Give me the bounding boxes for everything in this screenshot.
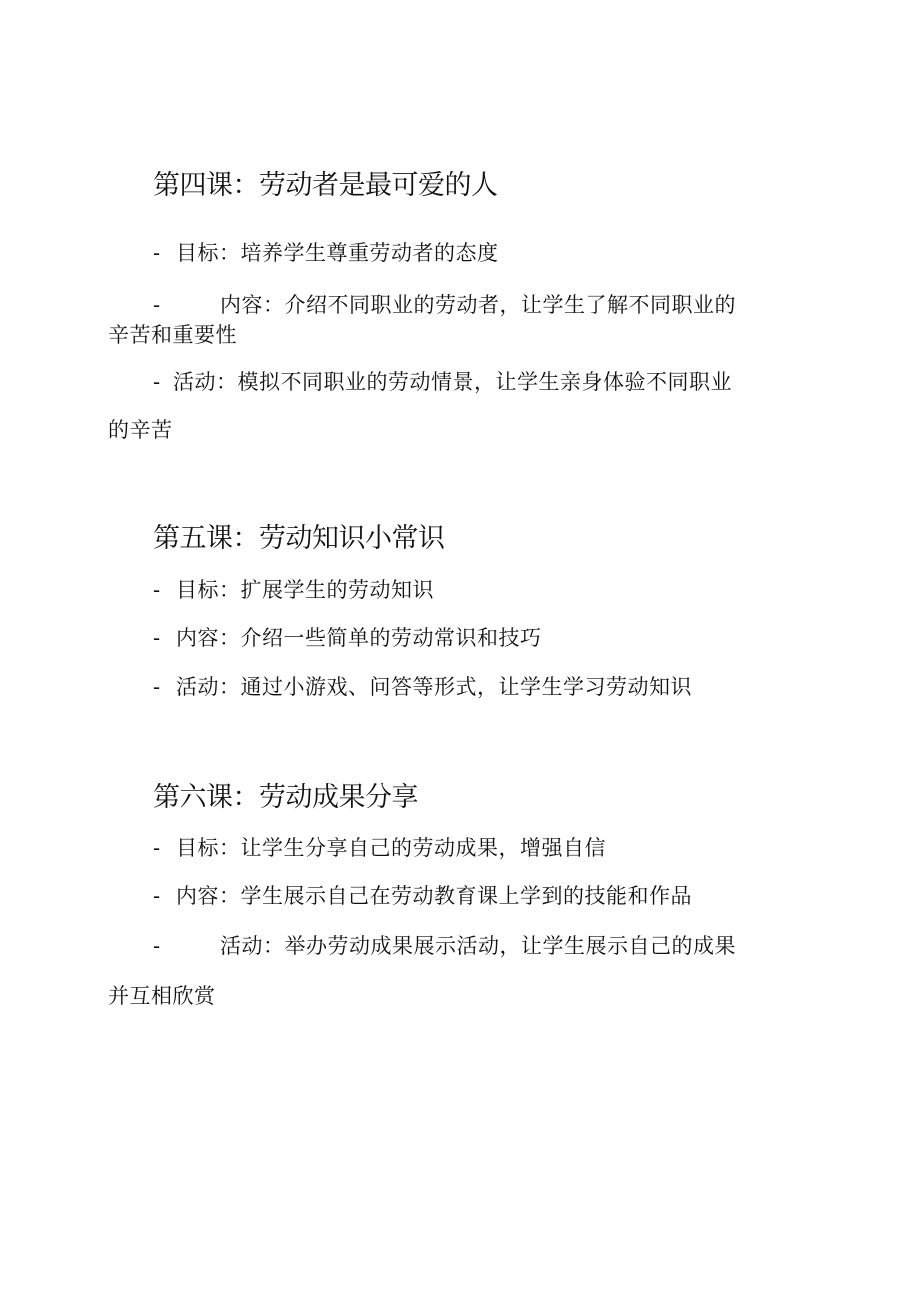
lesson-4-content <box>153 295 736 316</box>
bullet-dash: - <box>153 836 161 860</box>
lesson-4-content-text: 内容：介绍不同职业的劳动者，让学生了解不同职业的 <box>220 293 736 317</box>
lesson-4-activity-continued: 的辛苦 <box>108 418 173 442</box>
lesson-5-activity-text: 活动：通过小游戏、问答等形式，让学生学习劳动知识 <box>176 675 692 699</box>
lesson-5-content-text: 内容：介绍一些简单的劳动常识和技巧 <box>176 626 542 650</box>
lesson-4-goal <box>153 243 499 264</box>
lesson-6-title: 第六课：劳动成果分享 <box>153 782 418 813</box>
lesson-6-activity-continued: 并互相欣赏 <box>108 984 216 1008</box>
bullet-dash: - <box>153 370 161 394</box>
bullet-dash: - <box>153 934 161 958</box>
lesson-5-title: 第五课：劳动知识小常识 <box>153 523 445 554</box>
bullet-dash: - <box>153 293 161 317</box>
lesson-6-activity <box>153 936 736 957</box>
lesson-6-content-text: 内容：学生展示自己在劳动教育课上学到的技能和作品 <box>176 884 692 908</box>
lesson-5-goal-text: 目标：扩展学生的劳动知识 <box>176 578 434 602</box>
lesson-5-goal <box>153 580 434 601</box>
lesson-4-title: 第四课：劳动者是最可爱的人 <box>153 170 498 201</box>
lesson-4-activity <box>153 372 732 393</box>
lesson-6-goal-text: 目标：让学生分享自己的劳动成果，增强自信 <box>176 836 606 860</box>
bullet-dash: - <box>153 626 161 650</box>
bullet-dash: - <box>153 578 161 602</box>
lesson-4-goal-text: 目标：培养学生尊重劳动者的态度 <box>176 241 499 265</box>
lesson-6-content <box>153 886 692 907</box>
lesson-4-activity-text: 活动：模拟不同职业的劳动情景，让学生亲身体验不同职业 <box>173 370 732 394</box>
lesson-6-goal <box>153 838 606 859</box>
bullet-dash: - <box>153 884 161 908</box>
lesson-5-content <box>153 628 542 649</box>
lesson-4-content-continued: 辛苦和重要性 <box>108 323 237 347</box>
bullet-dash: - <box>153 241 161 265</box>
lesson-6-activity-text: 活动：举办劳动成果展示活动，让学生展示自己的成果 <box>220 934 736 958</box>
bullet-dash: - <box>153 675 161 699</box>
lesson-5-activity <box>153 677 692 698</box>
